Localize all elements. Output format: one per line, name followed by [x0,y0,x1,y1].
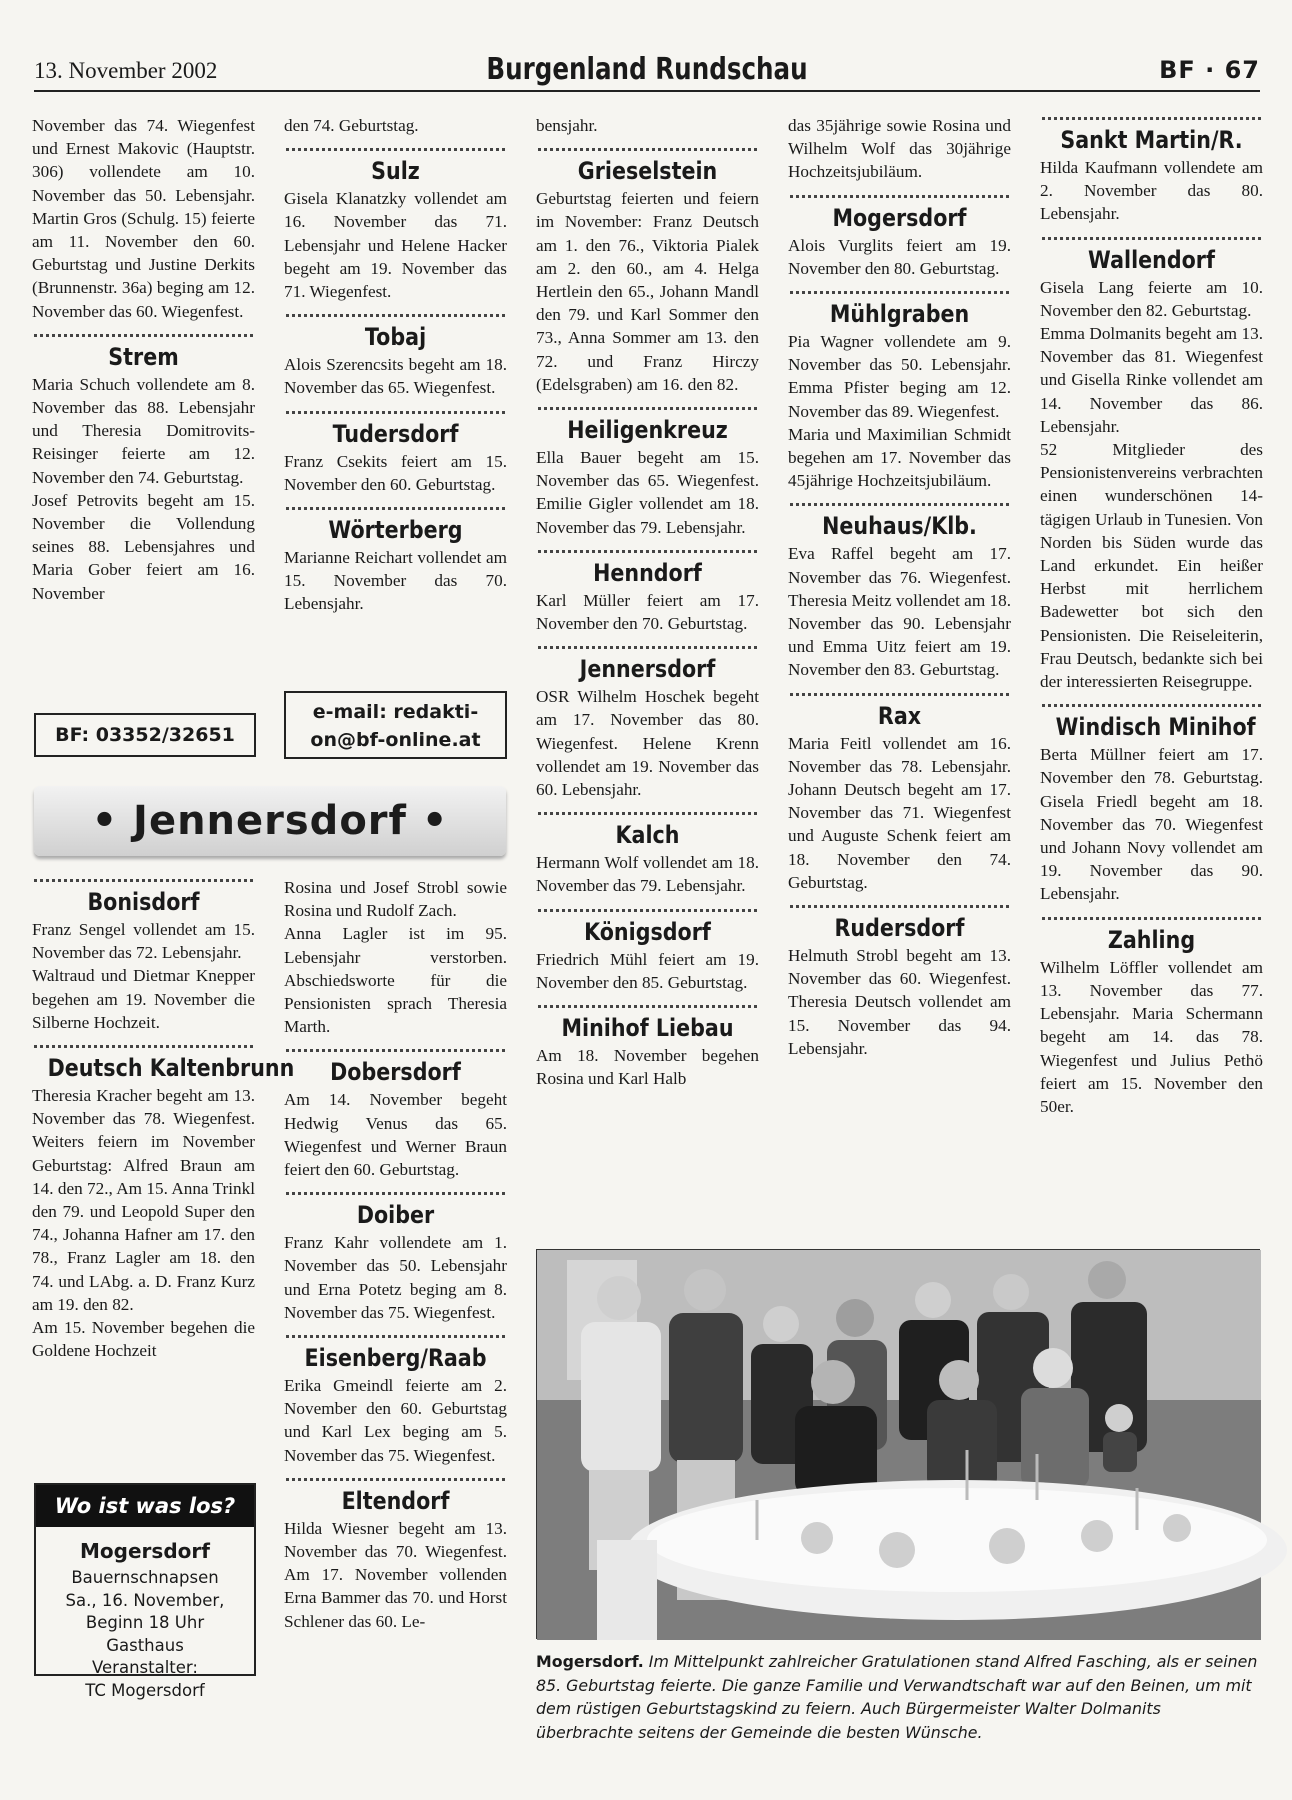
photo-caption [536,1650,1260,1744]
phone-box: BF: 03352/32651 [34,713,256,757]
section-title: Tobaj [364,323,427,352]
article-continuation: bensjahr. [536,116,598,135]
column-5 [1040,114,1263,1242]
section-minihof-liebau [536,1012,759,1090]
article-continuation: Rosina und Josef Strobl sowie Rosina und Rudolf Zach. Anna Lagler ist im 95. Lebensjahr verstorben. Abschiedsworte für die Pensionisten sprach Theresia Marth. [284,878,507,1037]
article-continuation: November das 74. Wiegenfest und Ernest Makovic (Hauptstr. 306) vollendete am 10. November das 50. Lebensjahr. Martin Gros (Schulg. 15) feierte am 11. November den 60. Geburtstag und Justine Derkits (Brunnenstr. 36a) beging am 12. November das 60. Wiegenfest. [32,116,255,321]
section-dobersdorf [284,1056,507,1181]
section-text: Wilhelm Löffler vollendet am 13. November das 77. Lebensjahr. Maria Schermann begeht am 14. das 78. Wiegenfest und Julius Pethö feiert am 15. November den 50er. [1040,957,1263,1116]
article-continuation: das 35jährige sowie Rosina und Wilhelm Wolf das 30jährige Hochzeitsjubiläum. [788,116,1011,182]
section-title: Königsdorf [584,917,711,946]
section-text: Waltraud und Dietmar Knepper begehen am 19. November die Silberne Hochzeit. [32,966,255,1032]
section-title: Tudersdorf [332,419,459,448]
section-kalch [536,819,759,897]
section-title: Strem [108,342,179,371]
section-title: Heiligenkreuz [567,416,728,445]
section-text: Erika Gmeindl feierte am 2. November den 60. Geburtstag und Karl Lex beging am 5. November das 75. Wiegenfest. [284,1376,507,1465]
section-title: Grieselstein [577,157,718,186]
section-wallendorf [1040,244,1263,694]
issue-date: 13. November 2002 [34,58,218,83]
section-text: Am 14. November begeht Hedwig Venus das 65. Wiegenfest und Werner Braun feiert den 60. Geburtstag. [284,1090,507,1180]
section-title: Sulz [371,157,420,186]
page-header [34,50,1260,92]
dotted-divider [286,303,505,317]
dotted-divider [1042,906,1261,920]
newspaper-title: Burgenland Rundschau [486,52,808,87]
section-strem [32,341,255,605]
section-title: Kalch [615,821,680,850]
section-title: Neuhaus/Klb. [822,512,977,541]
dotted-divider [790,184,1009,198]
dotted-divider [538,801,757,815]
section-sulz [284,155,507,303]
page-number: BF · 67 [1159,56,1260,84]
dotted-divider [538,396,757,410]
email-box [284,691,507,759]
event-place: Mogersdorf [80,1539,210,1563]
section-title: Eisenberg/Raab [304,1344,487,1373]
section-title: Rudersdorf [834,914,965,943]
section-text: Karl Müller feiert am 17. November den 70. Geburtstag. [536,590,759,634]
section-text: Am 18. November begehen Rosina und Karl Halb [536,1046,759,1089]
event-line: Bauernschnapsen [71,1568,219,1587]
events-box-content [36,1527,254,1702]
event-line: Beginn 18 Uhr [85,1613,205,1632]
section-text: Alois Szerencsits begeht am 18. November das 65. Wiegenfest. [284,355,507,398]
event-line: Sa., 16. November, [65,1590,225,1610]
caption-place: Mogersdorf. [536,1652,644,1671]
section-jennersdorf [536,653,759,801]
dotted-divider [790,682,1009,696]
event-line: Gasthaus [106,1635,184,1655]
section-rax [788,700,1011,894]
column-1-top [32,114,255,694]
event-line: TC Mogersdorf [85,1680,205,1700]
section-text: Hermann Wolf vollendet am 18. November das 79. Lebensjahr. [536,853,759,896]
dotted-divider [790,492,1009,506]
dotted-divider [286,1181,505,1195]
article-continuation: den 74. Geburtstag. [284,116,419,135]
section-eltendorf [284,1485,507,1633]
section-text: Franz Kahr vollendete am 1. November das 50. Lebensjahr und Erna Potetz beging am 8. November das 75. Wiegenfest. [284,1233,507,1322]
email-line: e-mail: redakti- [312,701,479,723]
section-title: Henndorf [593,558,702,587]
column-2-top [284,114,507,684]
section-title: Rax [877,701,922,730]
section-title: Minihof Liebau [561,1014,734,1043]
section-text: Helmuth Strobl begeht am 13. November das 60. Wiegenfest. Theresia Deutsch vollendet am 15. November das 94. Lebensjahr. [788,946,1011,1058]
email-line: on@bf-online.at [310,729,481,751]
events-box [34,1483,256,1700]
section-mogersdorf [788,202,1011,280]
section-windisch-minihof [1040,711,1263,905]
section-text: Maria Feitl vollendet am 16. November das 78. Lebensjahr. Johann Deutsch begeht am 17. November das 71. Wiegenfest und Auguste Schenk feiert am 18. November den 74. Geburtstag. [788,733,1011,892]
section-koenigsdorf [536,916,759,994]
caption-text: Im Mittelpunkt zahlreicher Gratulationen stand Alfred Fasching, als er seinen 85. Geburtstag feierte. Die ganze Familie und Verwandtschaft war auf den Beinen, um mit dem rüstigen Geburtstagskind zu feiern. Auch Bürgermeister Walter Dolmanits überbrachte seitens der Gemeinde die besten Wünsche. [536,1652,1258,1742]
section-text: Berta Müllner feiert am 17. November den 78. Geburtstag. Gisela Friedl begeht am 18. November das 70. Wiegenfest und Johann Novy vollendet am 19. November das 90. Lebensjahr. [1040,745,1263,904]
section-text: Franz Csekits feiert am 15. November den 60. Geburtstag. [284,451,507,494]
section-title: Bonisdorf [87,888,200,916]
dotted-divider [538,994,757,1008]
dotted-divider [34,323,253,337]
section-deutsch-kaltenbrunn [32,1052,295,1362]
dotted-divider [538,635,757,649]
section-title: Deutsch Kaltenbrunn [47,1054,295,1083]
column-4 [788,114,1011,1242]
column-2-bottom [284,876,507,1766]
group-photo [536,1249,1260,1639]
dotted-divider [538,898,757,912]
dotted-divider [1042,226,1261,240]
section-henndorf [536,557,759,635]
section-text: Franz Sengel vollendet am 15. November das 72. Lebensjahr. [32,920,255,963]
section-title: Jennersdorf [579,655,716,684]
section-text: Hilda Kaufmann vollendete am 2. November das 80. Lebensjahr. [1040,158,1263,224]
dotted-divider [286,1038,505,1052]
dotted-divider [1042,693,1261,707]
section-text: 52 Mitglieder des Pensionistenvereins verbrachten einen wunderschönen 14-tägigen Urlaub in Tunesien. Von Norden bis Süden wurde das Land erkundet. Ein heißer Herbst mit herrlichem Badewetter bot sich den Pensionisten. Die Reiseleiterin, Frau Deutsch, bedankte sich bei der interessierten Reisegruppe. [1040,440,1263,692]
section-bonisdorf [32,886,255,1034]
section-text: Hilda Wiesner begeht am 13. November das 70. Wiegenfest. Am 17. November vollenden Erna Bammer das 70. und Horst Schlener das 60. Le- [284,1518,507,1631]
dotted-divider [34,1034,253,1048]
section-heiligenkreuz [536,414,759,539]
section-title: Eltendorf [341,1486,450,1515]
events-box-title: Wo ist was los? [36,1485,254,1527]
section-title: Sankt Martin/R. [1060,126,1243,154]
section-title: Mühlgraben [829,300,970,329]
dotted-divider [790,894,1009,908]
section-text: Geburtstag feierten und feiern im November: Franz Deutsch am 1. den 76., Viktoria Pialek am 2. den 60., am 4. Helga Hertlein den 65., Johann Mandl den 79. und Karl Sommer den 73., Anna Sommer am 13. den 72. und Franz Hirczy (Edelsgraben) am 16. den 82. [536,189,759,394]
section-title: Doiber [356,1201,435,1230]
dotted-divider [286,137,505,151]
section-text: OSR Wilhelm Hoschek begeht am 17. November das 80. Wiegenfest. Helene Krenn vollendet am 19. November das 60. Lebensjahr. [536,687,759,800]
section-sankt-martin [1040,124,1263,226]
section-title: Mogersdorf [832,203,967,232]
dotted-divider [538,137,757,151]
section-muehlgraben [788,298,1011,492]
dotted-divider [1042,114,1261,120]
event-line: Veranstalter: [92,1658,198,1677]
dotted-divider [286,400,505,414]
section-text: Friedrich Mühl feiert am 19. November den 85. Geburtstag. [536,949,759,992]
dotted-divider [790,280,1009,294]
section-title: Zahling [1107,925,1196,954]
section-title: Dobersdorf [330,1058,461,1087]
section-tudersdorf [284,418,507,496]
section-text: Alois Vurglits feiert am 19. November den 80. Geburtstag. [788,235,1011,278]
column-3 [536,114,759,1242]
section-text: Gisela Lang feierte am 10. November den 82. Geburtstag. [1040,277,1263,320]
section-text: Theresia Kracher begeht am 13. November das 78. Wiegenfest. Weiters feiern im November Geburtstag: Alfred Braun am 14. den 72., Am 15. Anna Trinkl den 79. und Leopold Super den 74., Johanna Hafner am 17. den 78., Franz Lagler am 18. den 74. und LAbg. a. D. Franz Kurz am 19. den 82. [32,1086,255,1314]
column-1-bottom [32,876,295,1474]
section-neuhaus [788,510,1011,681]
section-text: Marianne Reichart vollendet am 15. November das 70. Lebensjahr. [284,548,507,614]
dotted-divider [286,1467,505,1481]
dotted-divider [34,876,253,882]
section-text: Maria und Maximilian Schmidt begehen am 17. November das 45jährige Hochzeitsjubiläum. [788,424,1011,491]
section-zahling [1040,924,1263,1118]
section-text: Gisela Klanatzky vollendet am 16. November das 71. Lebensjahr und Helene Hacker begeht am 19. November das 71. Wiegenfest. [284,189,507,302]
section-text: Maria Schuch vollendete am 8. November das 88. Lebensjahr und Theresia Domitrovits-Reisinger feierte am 12. November den 74. Geburtstag. [32,374,255,487]
section-title: Wörterberg [328,516,463,545]
section-tobaj [284,321,507,399]
section-text: Eva Raffel begeht am 17. November das 76. Wiegenfest. Theresia Meitz vollendet am 18. November das 90. Lebensjahr und Emma Uitz feiert am 19. November den 83. Geburtstag. [788,544,1011,680]
section-title: Wallendorf [1088,245,1215,274]
section-text: Am 15. November begehen die Goldene Hochzeit [32,1318,255,1361]
section-text: Josef Petrovits begeht am 15. November die Vollendung seines 88. Lebensjahres und Maria Gober feiert am 16. November [32,490,255,603]
section-doiber [284,1199,507,1324]
section-eisenberg [284,1342,507,1467]
section-text: Emma Dolmanits begeht am 13. November das 81. Wiegenfest und Gisella Rinke vollendet am 14. November das 86. Lebensjahr. [1040,324,1263,436]
dotted-divider [538,539,757,553]
section-woerterberg [284,514,507,616]
dotted-divider [286,1324,505,1338]
section-rudersdorf [788,912,1011,1060]
region-banner: • Jennersdorf • [34,786,506,856]
section-grieselstein [536,155,759,396]
section-title: Windisch Minihof [1055,713,1256,742]
dotted-divider [286,496,505,510]
section-text: Pia Wagner vollendete am 9. November das 50. Lebensjahr. Emma Pfister beging am 12. November das 89. Wiegenfest. [788,332,1011,421]
group-photo-drawing [537,1250,1261,1640]
section-text: Ella Bauer begeht am 15. November das 65. Wiegenfest. Emilie Gigler vollendet am 18. November das 79. Lebensjahr. [536,448,759,537]
